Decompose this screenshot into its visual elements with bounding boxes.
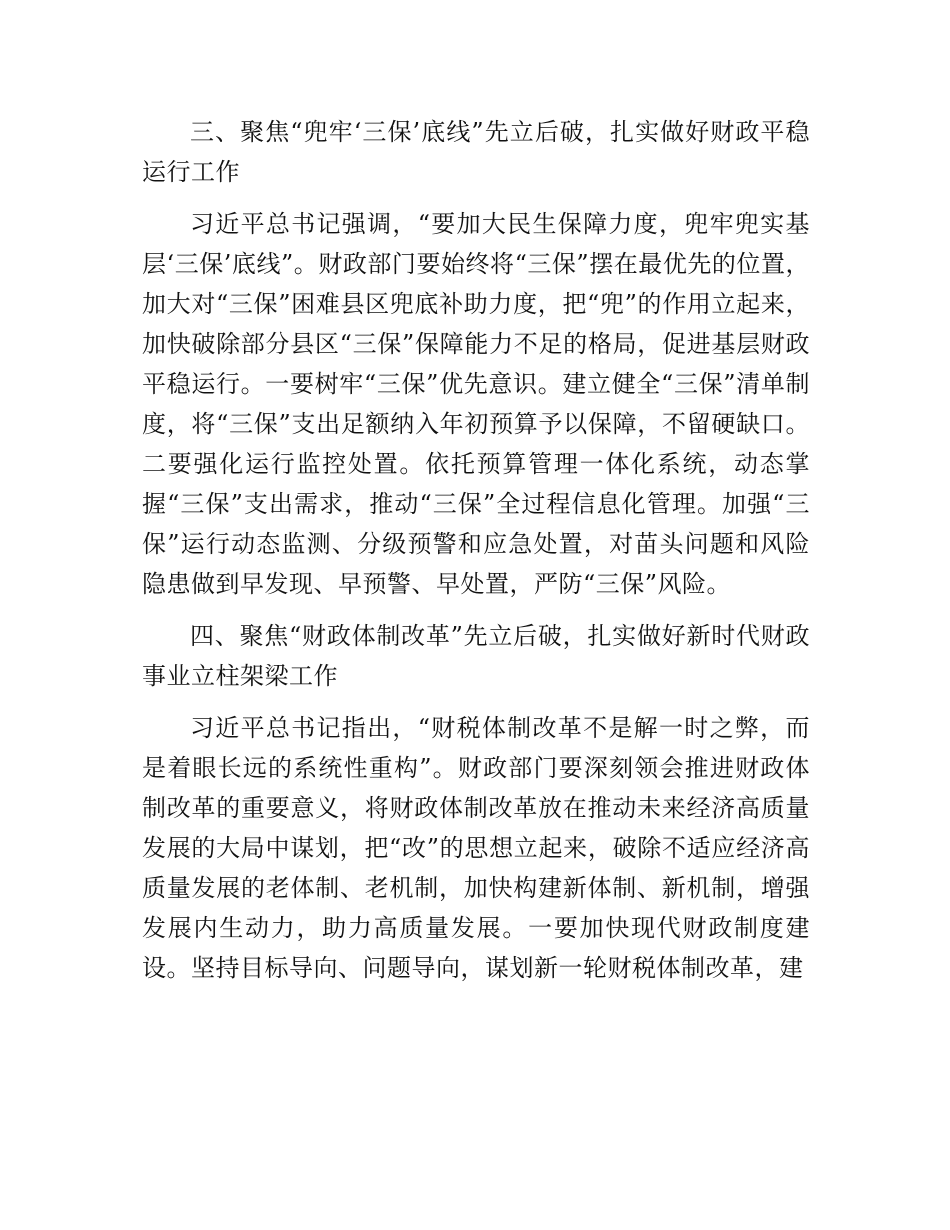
section-heading-4: 四、聚焦“财政体制改革”先立后破，扎实做好新时代财政事业立柱架梁工作 [142,622,810,690]
section-heading-3: 三、聚焦“兜牢‘三保’底线”先立后破，扎实做好财政平稳运行工作 [142,118,810,186]
document-body [142,112,810,1000]
section-paragraph-4: 习近平总书记指出，“财税体制改革不是解一时之弊，而是着眼长远的系统性重构”。财政部门要深刻领会推进财政体制改革的重要意义，将财政体制改革放在推动未来经济高质量发展的大局中谋划，把“改”的思想立起来，破除不适应经济高质量发展的老体制、老机制，加快构建新体制、新机制，增强发展内生动力，助力高质量发展。一要加快现代财政制度建设。坚持目标导向、问题导向，谋划新一轮财税体制改革，建 [142,714,810,982]
section-paragraph-3: 习近平总书记强调，“要加大民生保障力度，兜牢兜实基层‘三保’底线”。财政部门要始终将“三保”摆在最优先的位置，加大对“三保”困难县区兜底补助力度，把“兜”的作用立起来，加快破除部分县区“三保”保障能力不足的格局，促进基层财政平稳运行。一要树牢“三保”优先意识。建立健全“三保”清单制度，将“三保”支出足额纳入年初预算予以保障，不留硬缺口。二要强化运行监控处置。依托预算管理一体化系统，动态掌握“三保”支出需求，推动“三保”全过程信息化管理。加强“三保”运行动态监测、分级预警和应急处置，对苗头问题和风险隐患做到早发现、早预警、早处置，严防“三保”风险。 [142,210,810,598]
